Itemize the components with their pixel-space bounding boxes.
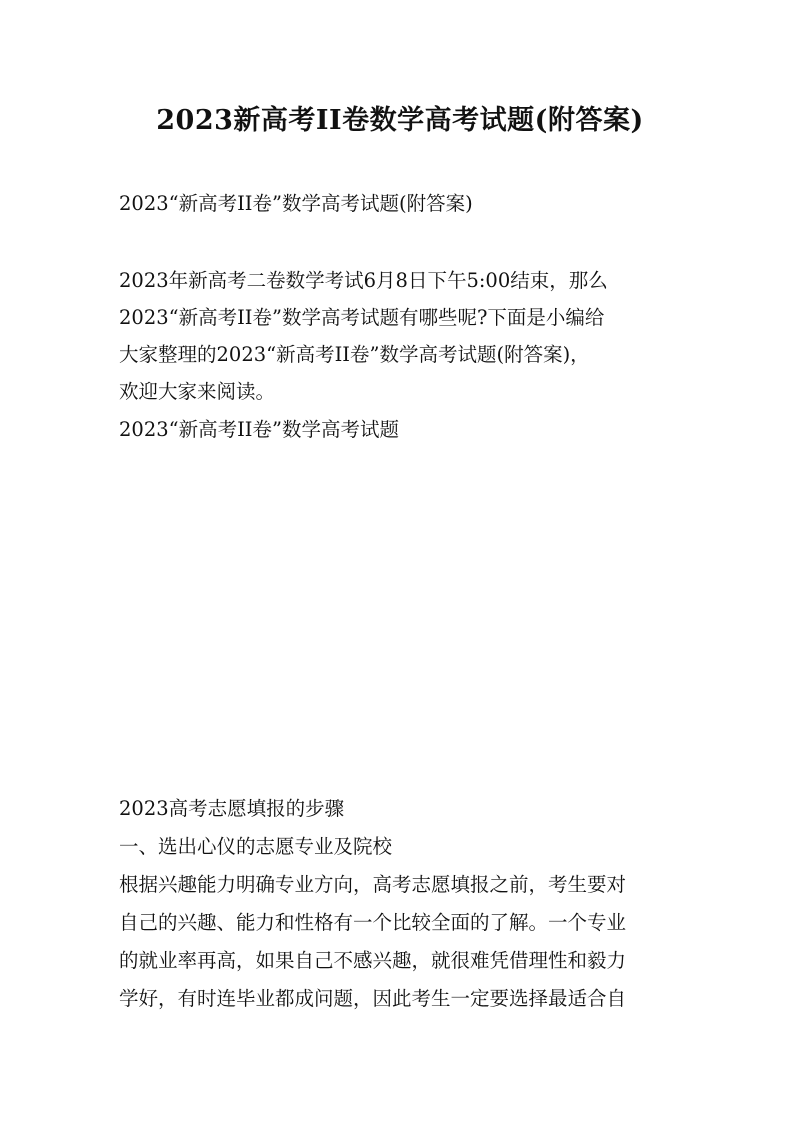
steps-heading: 2023高考志愿填报的步骤	[119, 797, 345, 820]
step1-line: 学好，有时连毕业都成问题，因此考生一定要选择最适合自	[119, 987, 627, 1010]
intro-paragraph	[119, 262, 689, 410]
step1-line: 根据兴趣能力明确专业方向，高考志愿填报之前，考生要对	[119, 873, 627, 896]
step1-line: 的就业率再高，如果自己不感兴趣，就很难凭借理性和毅力	[119, 949, 627, 972]
intro-line: 2023年新高考二卷数学考试6月8日下午5:00结束，那么	[119, 269, 608, 292]
document-subtitle: 2023“新高考II卷”数学高考试题(附答案)	[119, 192, 473, 215]
step1-line: 自己的兴趣、能力和性格有一个比较全面的了解。一个专业	[119, 911, 627, 934]
intro-line: 2023“新高考II卷”数学高考试题有哪些呢?下面是小编给	[119, 306, 605, 329]
intro-line: 欢迎大家来阅读。	[119, 380, 276, 403]
step1-heading: 一、选出心仪的志愿专业及院校	[119, 835, 393, 858]
document-title: 2023新高考II卷数学高考试题(附答案)	[156, 105, 644, 136]
section-heading: 2023“新高考II卷”数学高考试题	[119, 418, 399, 441]
steps-section	[119, 790, 689, 1018]
intro-line: 大家整理的2023“新高考II卷”数学高考试题(附答案)，	[119, 343, 590, 366]
